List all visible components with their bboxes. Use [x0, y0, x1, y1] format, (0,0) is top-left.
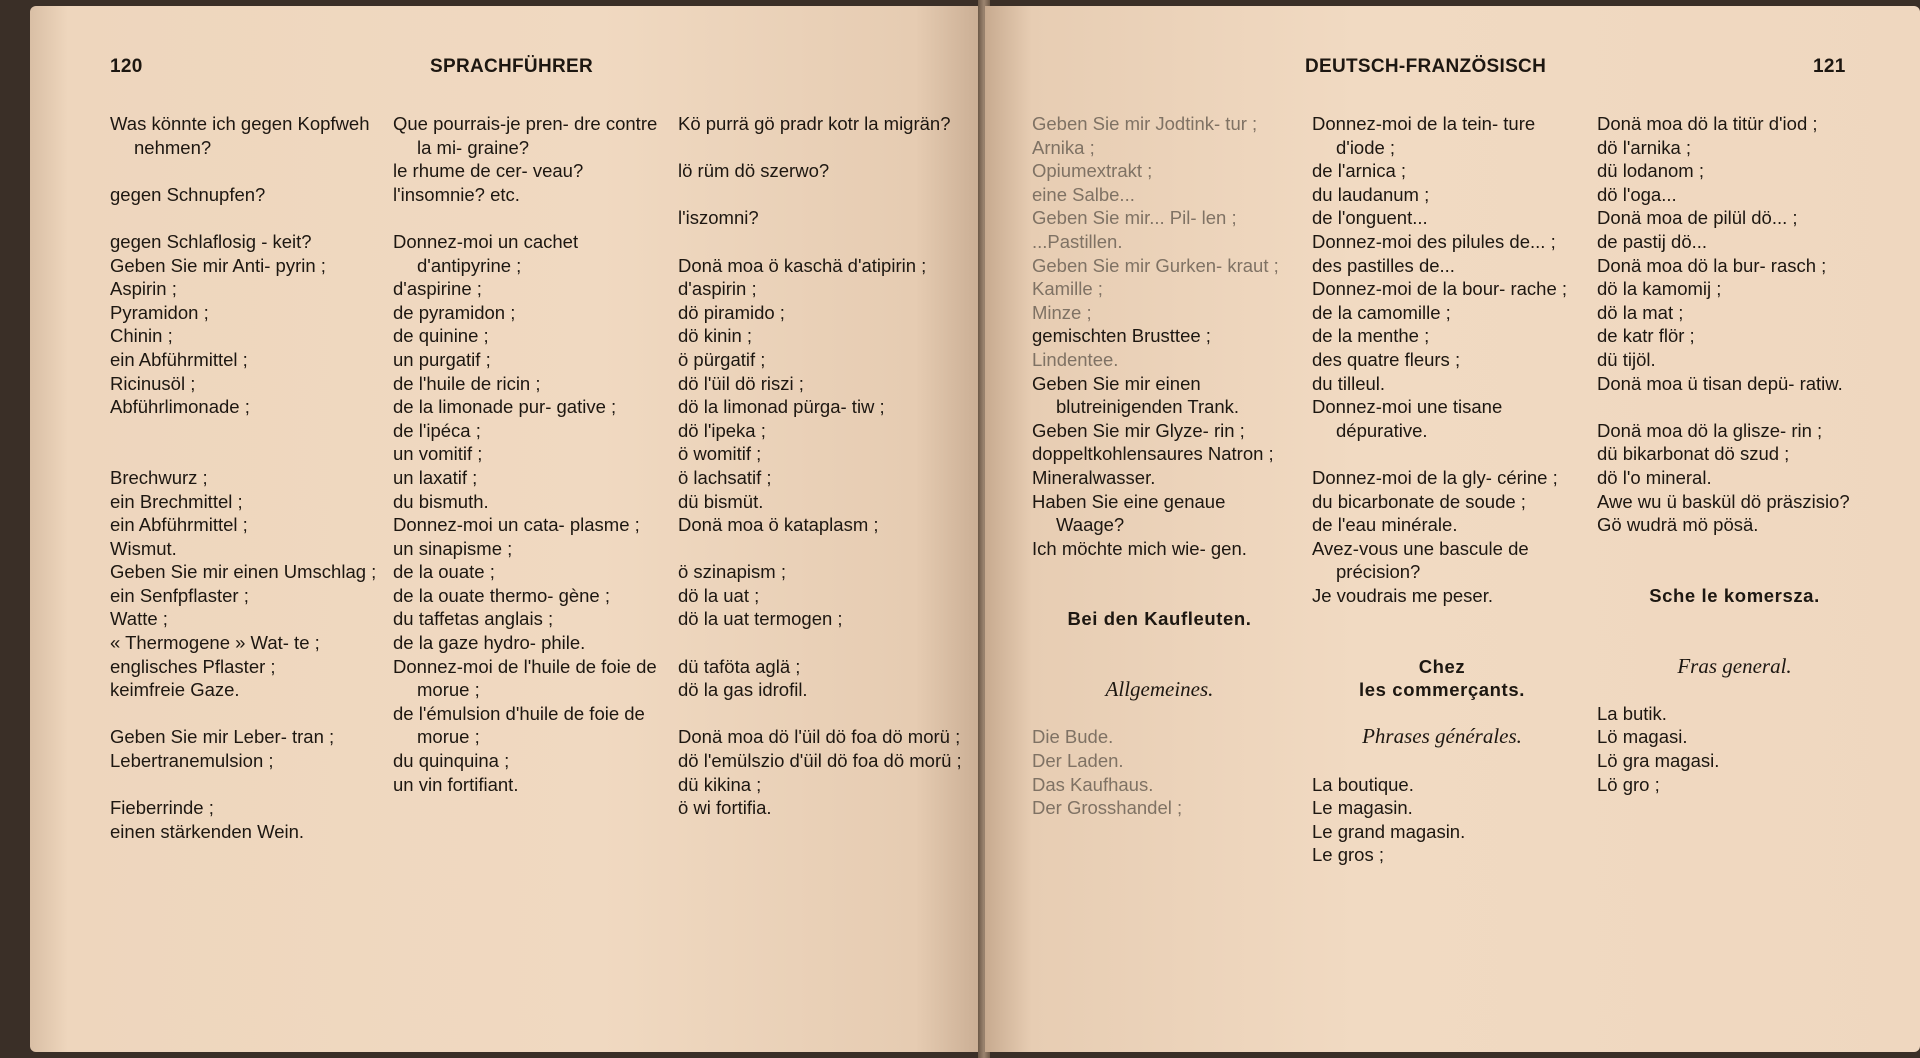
- section-subheading: Fras general.: [1677, 653, 1792, 678]
- entry-line: [110, 702, 380, 726]
- entry-line: de l'eau minérale.: [1312, 514, 1458, 536]
- entry-line: Geben Sie mir... Pil- len ;: [1032, 207, 1237, 229]
- entry-line: Donnez-moi un cata- plasme ;: [393, 514, 640, 536]
- entry-line: Geben Sie mir Glyze- rin ;: [1032, 419, 1245, 441]
- entry-line: [678, 537, 968, 561]
- entry-line: ein Abführmittel ;: [110, 514, 248, 536]
- entry-line: lö rüm dö szerwo?: [678, 160, 830, 182]
- entry-line: dü lodanom ;: [1597, 160, 1704, 182]
- right-col-french: [1312, 112, 1572, 867]
- section-heading: Sche le komersza.: [1649, 584, 1820, 606]
- entry-line: des pastilles de...: [1312, 254, 1455, 276]
- entry-line: le rhume de cer- veau?: [393, 160, 584, 182]
- entry-line: dö la gas idrofil.: [678, 679, 808, 701]
- entry-line: [110, 206, 380, 230]
- entry-line: Geben Sie mir Leber- tran ;: [110, 726, 335, 748]
- entry-line: dö l'o mineral.: [1597, 466, 1712, 488]
- right-col-german: [1032, 112, 1287, 820]
- entry-line: de l'émulsion d'huile de foie de morue ;: [393, 702, 645, 748]
- section-subheading: Allgemeines.: [1105, 677, 1214, 702]
- entry-line: Awe wu ü baskül dö präszisio?: [1597, 490, 1850, 512]
- entry-line: dö l'emülszio d'üil dö foa dö morü ;: [678, 750, 962, 772]
- entry-line: [1032, 702, 1287, 726]
- entry-line: La boutique.: [1312, 773, 1414, 795]
- entry-line: ...Pastillen.: [1032, 230, 1123, 252]
- entry-line: dö l'arnika ;: [1597, 136, 1692, 158]
- left-page: [30, 6, 982, 1052]
- entry-line: du tilleul.: [1312, 372, 1386, 394]
- entry-line: Geben Sie mir Gurken- kraut ;: [1032, 254, 1279, 276]
- entry-line: keimfreie Gaze.: [110, 679, 240, 701]
- entry-line: un vin fortifiant.: [393, 773, 519, 795]
- entry-line: [1032, 584, 1287, 608]
- entry-line: l'insomnie? etc.: [393, 183, 520, 205]
- entry-line: ein Brechmittel ;: [110, 490, 243, 512]
- entry-line: Donnez-moi des pilules de... ;: [1312, 230, 1556, 252]
- entry-line: Watte ;: [110, 608, 168, 630]
- entry-line: Ich möchte mich wie- gen.: [1032, 537, 1247, 559]
- entry-line: [1597, 631, 1872, 655]
- entry-line: Haben Sie eine genaue Waage?: [1032, 490, 1226, 536]
- entry-line: ö szinapism ;: [678, 561, 786, 583]
- entry-line: Donnez-moi de la tein- ture d'iode ;: [1312, 113, 1536, 158]
- entry-line: un vomitif ;: [393, 443, 483, 465]
- entry-line: de pyramidon ;: [393, 301, 516, 323]
- entry-line: dö l'ipeka ;: [678, 419, 766, 441]
- entry-line: du laudanum ;: [1312, 183, 1430, 205]
- entry-line: [1312, 442, 1572, 466]
- entry-line: [678, 136, 968, 160]
- entry-line: [110, 159, 380, 183]
- entry-line: Le gros ;: [1312, 844, 1384, 866]
- entry-line: [678, 631, 968, 655]
- entry-line: du bicarbonate de soude ;: [1312, 490, 1526, 512]
- entry-line: de la ouate thermo- gène ;: [393, 584, 611, 606]
- entry-line: [1597, 537, 1872, 561]
- entry-line: ein Senfpflaster ;: [110, 584, 249, 606]
- entry-line: Geben Sie mir Jodtink- tur ;: [1032, 113, 1258, 134]
- entry-line: dü bismüt.: [678, 490, 764, 512]
- entry-line: Fieberrinde ;: [110, 797, 214, 819]
- entry-line: Brechwurz ;: [110, 466, 208, 488]
- entry-line: gegen Schnupfen?: [110, 183, 266, 205]
- entry-line: eine Salbe...: [1032, 183, 1135, 205]
- page-number-right: 121: [1813, 56, 1846, 77]
- entry-line: un sinapisme ;: [393, 537, 513, 559]
- entry-line: Lebertranemulsion ;: [110, 750, 274, 772]
- section-heading: Chez: [1418, 655, 1466, 677]
- entry-line: Opiumextrakt ;: [1032, 160, 1153, 182]
- entry-line: Kö purrä gö pradr kotr la migrän?: [678, 113, 951, 134]
- entry-line: Pyramidon ;: [110, 301, 209, 323]
- entry-line: Aspirin ;: [110, 278, 177, 300]
- right-col-pronunciation: [1597, 112, 1872, 796]
- entry-line: [678, 702, 968, 726]
- entry-line: du bismuth.: [393, 490, 489, 512]
- entry-line: gegen Schlaflosig - keit?: [110, 230, 312, 252]
- entry-line: Geben Sie mir einen blutreinigenden Trank.: [1032, 372, 1240, 418]
- entry-line: Donä moa dö la bur- rasch ;: [1597, 254, 1827, 276]
- running-head-left: SPRACHFÜHRER: [430, 56, 593, 77]
- entry-line: Donä moa ö kataplasm ;: [678, 514, 879, 536]
- entry-line: l'iszomni?: [678, 207, 759, 229]
- entry-line: Donä moa dö la titür d'iod ;: [1597, 113, 1818, 134]
- entry-line: Avez-vous une bascule de précision?: [1312, 537, 1529, 583]
- entry-line: Kamille ;: [1032, 278, 1103, 300]
- entry-line: Was könnte ich gegen Kopfweh nehmen?: [110, 113, 370, 158]
- entry-line: Lindentee.: [1032, 348, 1119, 370]
- entry-line: dü taföta aglä ;: [678, 655, 801, 677]
- entry-line: ö lachsatif ;: [678, 466, 772, 488]
- entry-line: de l'huile de ricin ;: [393, 372, 541, 394]
- entry-line: des quatre fleurs ;: [1312, 348, 1461, 370]
- entry-line: [1032, 560, 1287, 584]
- entry-line: Donnez-moi un cachet d'antipyrine ;: [393, 230, 579, 276]
- entry-line: dö la mat ;: [1597, 301, 1684, 323]
- entry-line: Der Grosshandel ;: [1032, 797, 1183, 819]
- left-col-french: [393, 112, 661, 796]
- entry-line: Que pourrais-je pren- dre contre la mi- graine?: [393, 113, 658, 158]
- left-col-pronunciation: [678, 112, 968, 820]
- entry-line: de katr flör ;: [1597, 325, 1695, 347]
- entry-line: Le magasin.: [1312, 797, 1413, 819]
- entry-line: [1312, 702, 1572, 726]
- entry-line: de pastij dö...: [1597, 230, 1708, 252]
- left-col-german: [110, 112, 380, 843]
- entry-line: ö womitif ;: [678, 443, 762, 465]
- entry-line: [1597, 395, 1872, 419]
- entry-line: [1597, 560, 1872, 584]
- entry-line: gemischten Brusttee ;: [1032, 325, 1211, 347]
- entry-line: de la limonade pur- gative ;: [393, 396, 617, 418]
- entry-line: dö kinin ;: [678, 325, 753, 347]
- right-page: [985, 6, 1920, 1052]
- entry-line: Wismut.: [110, 537, 177, 559]
- entry-line: Donä moa dö la glisze- rin ;: [1597, 419, 1823, 441]
- entry-line: « Thermogene » Wat- te ;: [110, 632, 320, 654]
- entry-line: Minze ;: [1032, 301, 1092, 323]
- entry-line: d'aspirine ;: [393, 278, 482, 300]
- section-heading: les commerçants.: [1359, 679, 1525, 701]
- entry-line: Der Laden.: [1032, 750, 1124, 772]
- entry-line: de la gaze hydro- phile.: [393, 632, 586, 654]
- entry-line: Lö gra magasi.: [1597, 750, 1720, 772]
- entry-line: [678, 183, 968, 207]
- entry-line: Donä moa de pilül dö... ;: [1597, 207, 1798, 229]
- entry-line: [1597, 678, 1872, 702]
- entry-line: doppeltkohlensaures Natron ;: [1032, 443, 1274, 465]
- entry-line: [678, 230, 968, 254]
- entry-line: dö la limonad pürga- tiw ;: [678, 396, 885, 418]
- entry-line: du quinquina ;: [393, 750, 510, 772]
- entry-line: Die Bude.: [1032, 726, 1114, 748]
- entry-line: [110, 442, 380, 466]
- entry-line: [1312, 749, 1572, 773]
- entry-line: de la menthe ;: [1312, 325, 1430, 347]
- entry-line: Donnez-moi de la bour- rache ;: [1312, 278, 1568, 300]
- entry-line: Le grand magasin.: [1312, 820, 1466, 842]
- entry-line: du taffetas anglais ;: [393, 608, 554, 630]
- entry-line: [1312, 607, 1572, 631]
- section-heading: Bei den Kaufleuten.: [1067, 608, 1252, 630]
- entry-line: Donä moa ü tisan depü- ratiw.: [1597, 372, 1843, 394]
- entry-line: Abführlimonade ;: [110, 396, 250, 418]
- entry-line: ö wi fortifia.: [678, 797, 772, 819]
- entry-line: Donä moa ö kaschä d'atipirin ;: [678, 254, 927, 276]
- entry-line: Arnika ;: [1032, 136, 1095, 158]
- entry-line: [1597, 607, 1872, 631]
- entry-line: de l'ipéca ;: [393, 419, 481, 441]
- entry-line: Das Kaufhaus.: [1032, 773, 1154, 795]
- entry-line: de la ouate ;: [393, 561, 495, 583]
- entry-line: einen stärkenden Wein.: [110, 820, 305, 842]
- entry-line: un laxatif ;: [393, 466, 478, 488]
- entry-line: [110, 773, 380, 797]
- entry-line: de la camomille ;: [1312, 301, 1451, 323]
- entry-line: Je voudrais me peser.: [1312, 584, 1493, 606]
- entry-line: Donä moa dö l'üil dö foa dö morü ;: [678, 726, 961, 748]
- entry-line: d'aspirin ;: [678, 278, 757, 300]
- entry-line: ein Abführmittel ;: [110, 348, 248, 370]
- entry-line: dü kikina ;: [678, 773, 762, 795]
- running-head-right: DEUTSCH-FRANZÖSISCH: [1305, 56, 1547, 77]
- entry-line: dö la uat ;: [678, 584, 760, 606]
- entry-line: de quinine ;: [393, 325, 489, 347]
- entry-line: [1312, 631, 1572, 655]
- entry-line: [393, 206, 661, 230]
- entry-line: Ricinusöl ;: [110, 372, 196, 394]
- entry-line: dö la kamomij ;: [1597, 278, 1722, 300]
- entry-line: ö pürgatif ;: [678, 348, 766, 370]
- entry-line: dö l'oga...: [1597, 183, 1677, 205]
- entry-line: de l'onguent...: [1312, 207, 1428, 229]
- entry-line: [1032, 655, 1287, 679]
- entry-line: de l'arnica ;: [1312, 160, 1407, 182]
- entry-line: Donnez-moi une tisane dépurative.: [1312, 396, 1503, 441]
- entry-line: Geben Sie mir Anti- pyrin ;: [110, 254, 326, 276]
- section-subheading: Phrases générales.: [1362, 724, 1522, 749]
- entry-line: Donnez-moi de la gly- cérine ;: [1312, 466, 1558, 488]
- entry-line: Gö wudrä mö pösä.: [1597, 514, 1759, 536]
- entry-line: dü tijöl.: [1597, 348, 1656, 370]
- entry-line: Mineralwasser.: [1032, 466, 1156, 488]
- entry-line: [1032, 631, 1287, 655]
- entry-line: Lö magasi.: [1597, 726, 1688, 748]
- entry-line: dü bikarbonat dö szud ;: [1597, 443, 1790, 465]
- entry-line: dö la uat termogen ;: [678, 608, 843, 630]
- entry-line: dö piramido ;: [678, 301, 785, 323]
- entry-line: Chinin ;: [110, 325, 173, 347]
- entry-line: dö l'üil dö riszi ;: [678, 372, 804, 394]
- entry-line: englisches Pflaster ;: [110, 655, 276, 677]
- entry-line: Geben Sie mir einen Umschlag ;: [110, 561, 377, 583]
- entry-line: La butik.: [1597, 702, 1667, 724]
- page-number-left: 120: [110, 56, 143, 77]
- entry-line: [110, 419, 380, 443]
- entry-line: Donnez-moi de l'huile de foie de morue ;: [393, 655, 657, 701]
- entry-line: Lö gro ;: [1597, 773, 1660, 795]
- entry-line: un purgatif ;: [393, 348, 491, 370]
